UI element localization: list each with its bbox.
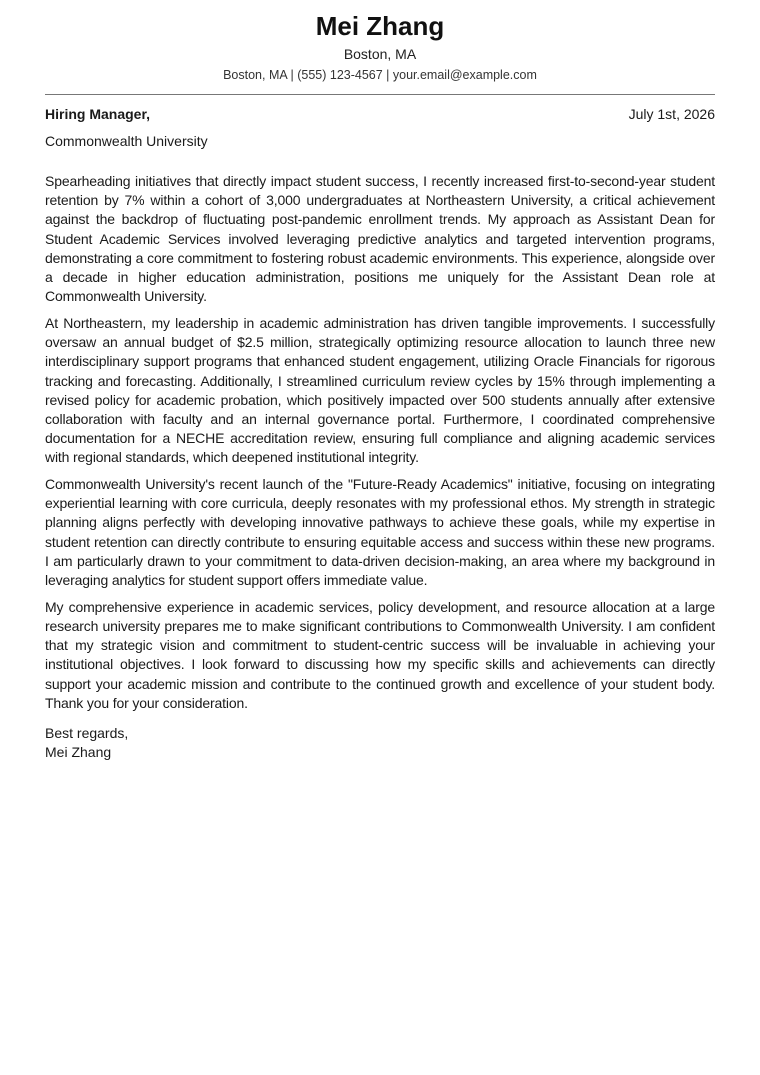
body-paragraph-3: Commonwealth University's recent launch of the "Future-Ready Academics" initiative, focusing on integrating experiential learning with core curricula, deeply resonates with my professional ethos. My strength in strategic planning aligns perfectly with developing innovative pathways to achieve these goals, while my expertise in student retention can directly contribute to ensuring equitable access and success within these new programs. I am particularly drawn to your commitment to data-driven decision-making, an area where my background in leveraging analytics for student support offers immediate value. (45, 476, 715, 589)
body-paragraph-1: Spearheading initiatives that directly impact student success, I recently increased first-to-second-year student retention by 7% within a cohort of 3,000 undergraduates at Northeastern University, a critical achievement against the backdrop of fluctuating post-pandemic enrollment trends. My approach as Assistant Dean for Student Academic Services involved leveraging predictive analytics and targeted intervention programs, demonstrating a core commitment to fostering robust academic environments. This experience, alongside over a decade in higher education administration, positions me uniquely for the Assistant Dean role at Commonwealth University. (45, 173, 715, 305)
sender-location: Boston, MA (343, 46, 417, 62)
letter-body (45, 172, 715, 713)
recipient-organization: Commonwealth University (45, 133, 208, 149)
recipient-greeting: Hiring Manager, (45, 106, 151, 122)
header-divider (45, 94, 715, 95)
letter-date: July 1st, 2026 (628, 106, 715, 122)
letter-closing (45, 724, 715, 762)
sender-contact-line: Boston, MA | (555) 123-4567 | your.email@example.com (223, 68, 537, 82)
closing-salutation: Best regards, (45, 724, 129, 741)
sender-name: Mei Zhang (315, 11, 445, 41)
body-paragraph-4: My comprehensive experience in academic services, policy development, and resource allocation at a large research university prepares me to make significant contributions to Commonwealth University. I am confident that my strategic vision and commitment to student-centric success will be invaluable in achieving your institutional objectives. I look forward to discussing how my specific skills and achievements can directly support your academic mission and contribute to the continued growth and excellence of your student body. Thank you for your consideration. (45, 598, 715, 711)
closing-signature: Mei Zhang (45, 744, 112, 761)
recipient-date-row (45, 105, 715, 124)
body-paragraph-2: At Northeastern, my leadership in academic administration has driven tangible improvements. I successfully oversaw an annual budget of $2.5 million, strategically optimizing resource allocation to launch three new interdisciplinary support programs that enhanced student engagement, utilizing Oracle Financials for rigorous tracking and forecasting. Additionally, I streamlined curriculum review cycles by 15% through implementing a revised policy for academic probation, which positively impacted over 500 students annually after extensive collaboration with faculty and an internal governance portal. Furthermore, I coordinated comprehensive documentation for a NECHE accreditation review, ensuring full compliance and aligning academic services with regional standards, which deepened institutional integrity. (45, 314, 715, 466)
letter-header (45, 10, 715, 84)
